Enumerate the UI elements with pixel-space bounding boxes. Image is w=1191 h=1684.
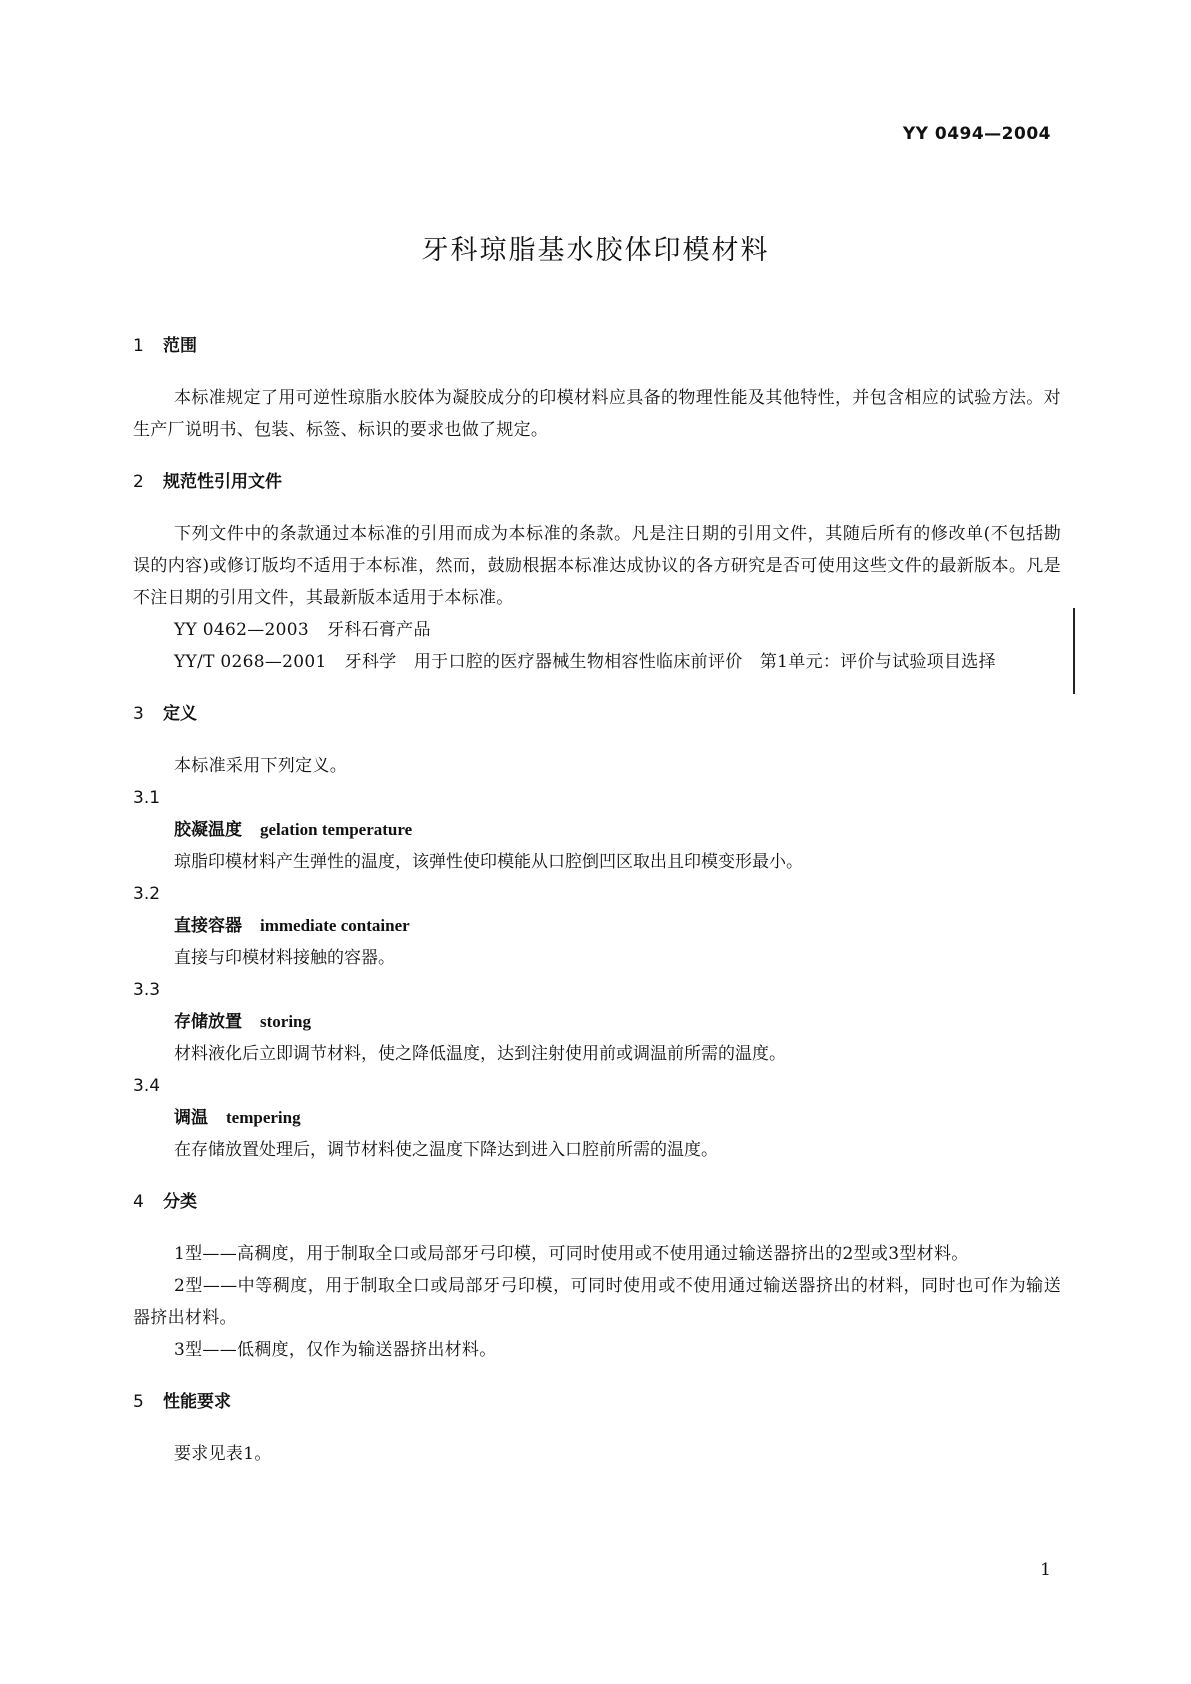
term-en: storing	[260, 1012, 311, 1031]
classification-item: 3型——低稠度，仅作为输送器挤出材料。	[174, 1340, 497, 1360]
reference-title: 牙科学 用于口腔的医疗器械生物相容性临床前评价 第1单元：评价与试验项目选择	[344, 652, 996, 672]
section-number: 5	[133, 1392, 144, 1412]
section-title: 范围	[163, 336, 197, 356]
term-number: 3.2	[133, 884, 161, 904]
section-title: 性能要求	[163, 1392, 231, 1412]
reference-code: YY 0462—2003	[174, 620, 309, 640]
term-en: immediate container	[260, 916, 410, 935]
section-heading-5	[133, 1386, 1061, 1418]
reference-title: 牙科石膏产品	[326, 620, 431, 640]
term-zh: 胶凝温度	[174, 820, 242, 840]
document-body	[133, 330, 1061, 1470]
section-number: 4	[133, 1192, 144, 1212]
term-zh: 调温	[174, 1108, 208, 1128]
reference-item	[133, 614, 1061, 646]
term-heading	[133, 814, 1061, 846]
normative-references-paragraph: 下列文件中的条款通过本标准的引用而成为本标准的条款。凡是注日期的引用文件，其随后所有的修改单(不包括勘误的内容)或修订版均不适用于本标准，然而，鼓励根据本标准达成协议的各方研究是否可使用这些文件的最新版本。凡是不注日期的引用文件，其最新版本适用于本标准。	[133, 524, 1061, 608]
term-definition: 直接与印模材料接触的容器。	[174, 948, 395, 968]
section-heading-3	[133, 698, 1061, 730]
term-zh: 存储放置	[174, 1012, 242, 1032]
reference-item	[133, 646, 1061, 678]
classification-item: 1型——高稠度，用于制取全口或局部牙弓印模，可同时使用或不使用通过输送器挤出的2型或3型材料。	[174, 1244, 969, 1264]
term-en: gelation temperature	[260, 820, 413, 839]
section-title: 定义	[163, 704, 197, 724]
scope-paragraph: 本标准规定了用可逆性琼脂水胶体为凝胶成分的印模材料应具备的物理性能及其他特性，并包含相应的试验方法。对生产厂说明书、包装、标签、标识的要求也做了规定。	[133, 388, 1061, 440]
term-number: 3.3	[133, 980, 161, 1000]
section-heading-4	[133, 1186, 1061, 1218]
term-heading	[133, 1102, 1061, 1134]
reference-code: YY/T 0268—2001	[174, 652, 327, 672]
term-heading	[133, 1006, 1061, 1038]
term-zh: 直接容器	[174, 916, 242, 936]
term-definition: 在存储放置处理后，调节材料使之温度下降达到进入口腔前所需的温度。	[174, 1140, 718, 1160]
section-heading-2	[133, 466, 1061, 498]
document-title: 牙科琼脂基水胶体印模材料	[421, 235, 770, 266]
term-number: 3.1	[133, 788, 161, 808]
section-heading-1	[133, 330, 1061, 362]
section-title: 规范性引用文件	[163, 472, 282, 492]
term-heading	[133, 910, 1061, 942]
section-number: 2	[133, 472, 144, 492]
term-en: tempering	[226, 1108, 301, 1127]
term-number: 3.4	[133, 1076, 161, 1096]
section-number: 3	[133, 704, 144, 724]
section-title: 分类	[163, 1192, 197, 1212]
term-definition: 材料液化后立即调节材料，使之降低温度，达到注射使用前或调温前所需的温度。	[174, 1044, 786, 1064]
page-number: 1	[1040, 1560, 1051, 1580]
term-definition: 琼脂印模材料产生弹性的温度，该弹性使印模能从口腔倒凹区取出且印模变形最小。	[174, 852, 803, 872]
definitions-intro: 本标准采用下列定义。	[174, 756, 347, 776]
revision-bar	[1073, 608, 1075, 694]
requirements-paragraph: 要求见表1。	[174, 1444, 272, 1464]
classification-item: 2型——中等稠度，用于制取全口或局部牙弓印模，可同时使用或不使用通过输送器挤出的材料，同时也可作为输送器挤出材料。	[133, 1276, 1061, 1328]
section-number: 1	[133, 336, 144, 356]
standard-code: YY 0494—2004	[902, 124, 1051, 144]
